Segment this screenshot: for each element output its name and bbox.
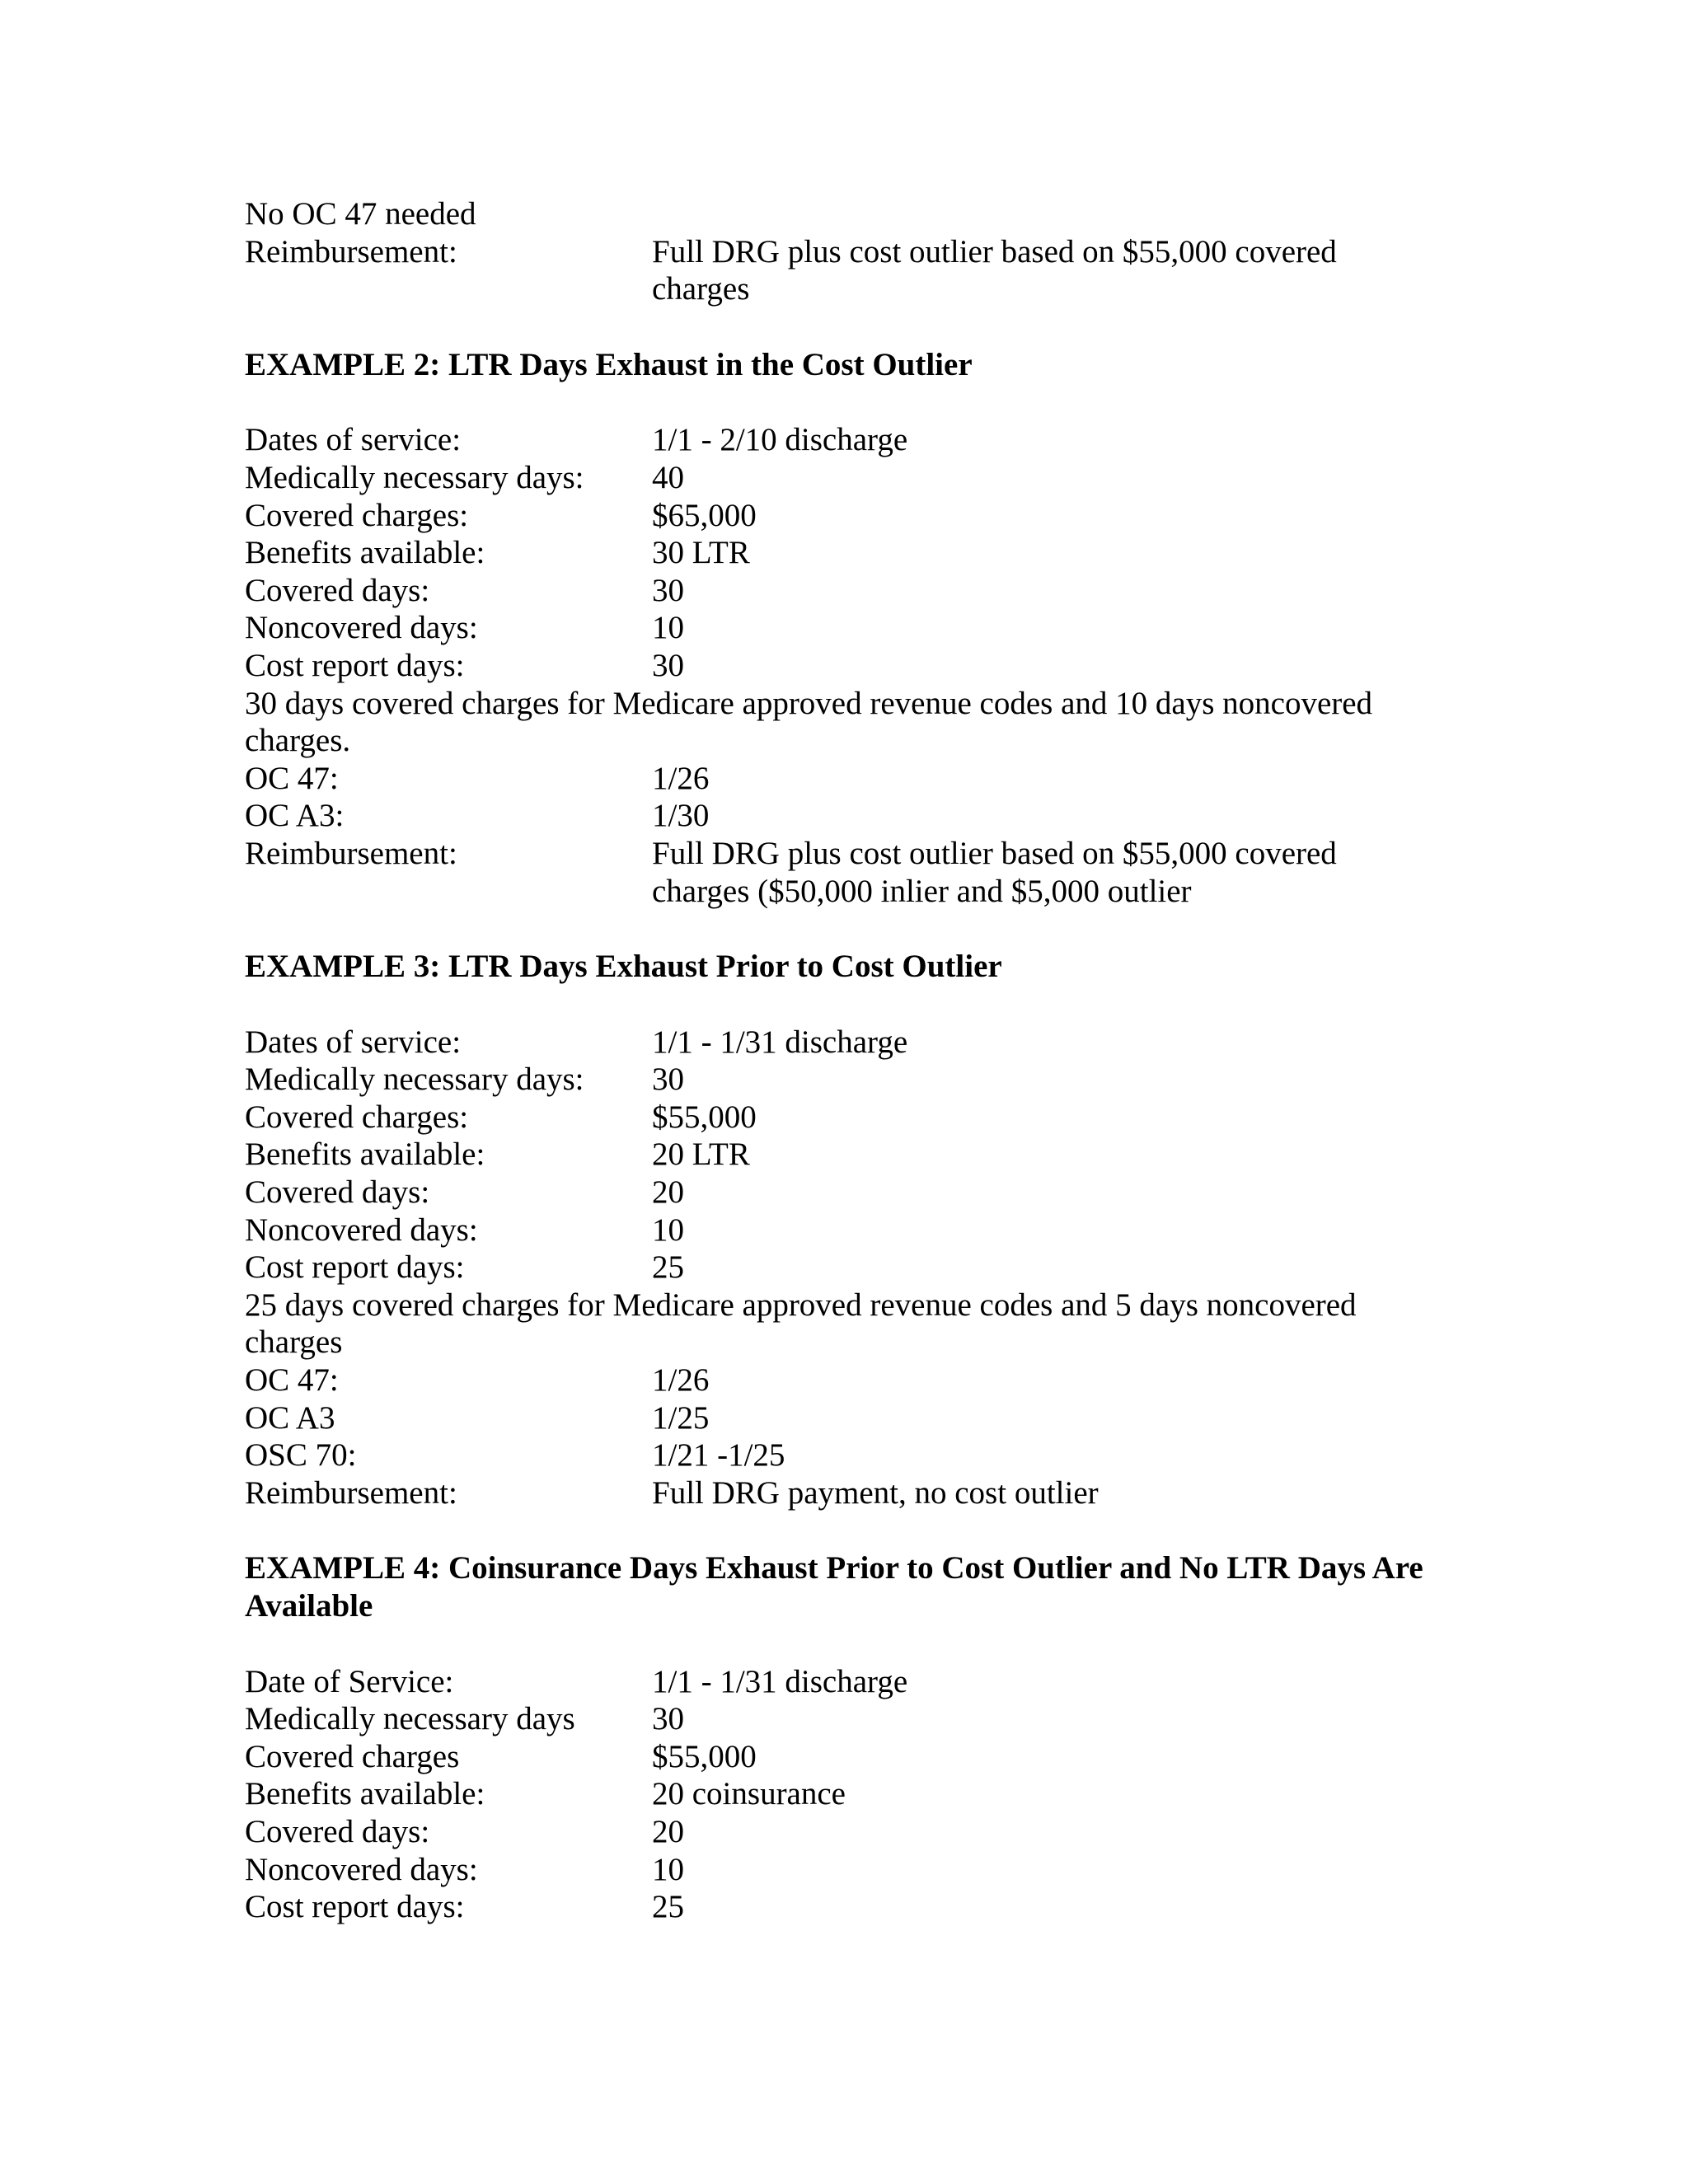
field-row xyxy=(245,1249,1440,1286)
row-label: OC 47: xyxy=(245,1362,339,1399)
row-value: 25 xyxy=(652,1249,684,1286)
row-value: 1/26 xyxy=(652,1362,710,1399)
row-value: 10 xyxy=(652,610,684,646)
field-row xyxy=(245,1061,1440,1099)
field-row xyxy=(245,797,1440,835)
row-value: 10 xyxy=(652,1212,684,1248)
row-label: Medically necessary days: xyxy=(245,459,584,495)
row-value: Full DRG plus cost outlier based on $55,000 covered charges xyxy=(652,233,1337,307)
row-value: 10 xyxy=(652,1851,684,1887)
row-value: 1/25 xyxy=(652,1399,710,1436)
row-value: 30 xyxy=(652,1701,684,1737)
row-value: 1/30 xyxy=(652,798,710,834)
row-label: OC A3: xyxy=(245,798,345,834)
row-label: Cost report days: xyxy=(245,647,465,683)
document-body xyxy=(245,195,1440,1926)
row-label: Covered charges xyxy=(245,1738,460,1774)
field-row xyxy=(245,1851,1440,1889)
row-value: 30 xyxy=(652,1062,684,1098)
row-label: Dates of service: xyxy=(245,422,462,458)
row-label: Reimbursement: xyxy=(245,835,457,871)
row-value: 20 coinsurance xyxy=(652,1776,846,1812)
row-value: 20 xyxy=(652,1174,684,1211)
row-value: 20 LTR xyxy=(652,1137,750,1173)
row-label: Covered days: xyxy=(245,572,430,608)
row-value: $55,000 xyxy=(652,1738,757,1774)
row-label: Cost report days: xyxy=(245,1889,465,1925)
row-label: Benefits available: xyxy=(245,1137,485,1173)
note-paragraph: 25 days covered charges for Medicare approved revenue codes and 5 days noncovered charges xyxy=(245,1286,1357,1361)
row-value: Full DRG payment, no cost outlier xyxy=(652,1474,1099,1511)
row-value: 1/1 - 1/31 discharge xyxy=(652,1663,908,1699)
row-label: Covered days: xyxy=(245,1813,430,1849)
row-value: Full DRG plus cost outlier based on $55,000 covered charges ($50,000 inlier and $5,000 outlier xyxy=(652,835,1337,909)
intro-section xyxy=(245,195,1440,308)
row-label: Reimbursement: xyxy=(245,233,457,269)
row-label: Covered charges: xyxy=(245,497,469,533)
section-heading: EXAMPLE 2: LTR Days Exhaust in the Cost Outlier xyxy=(245,346,973,382)
row-value: 25 xyxy=(652,1889,684,1925)
field-row xyxy=(245,1813,1440,1851)
row-label: Date of Service: xyxy=(245,1663,454,1699)
row-label: Medically necessary days xyxy=(245,1701,575,1737)
row-value: 30 xyxy=(652,572,684,608)
field-row xyxy=(245,1099,1440,1137)
field-row xyxy=(245,1474,1440,1512)
row-value: 1/1 - 1/31 discharge xyxy=(652,1024,908,1060)
field-row xyxy=(245,835,1440,910)
field-row xyxy=(245,1136,1440,1174)
row-label: Medically necessary days: xyxy=(245,1062,584,1098)
row-value: 20 xyxy=(652,1813,684,1849)
intro-reimbursement-row xyxy=(245,233,1440,308)
row-label: Noncovered days: xyxy=(245,1851,478,1887)
intro-line: No OC 47 needed xyxy=(245,196,476,232)
field-row xyxy=(245,497,1440,535)
example-4-section xyxy=(245,1549,1440,1925)
field-row xyxy=(245,1738,1440,1776)
field-row xyxy=(245,609,1440,647)
field-row xyxy=(245,1775,1440,1813)
field-row xyxy=(245,421,1440,459)
row-label: Covered days: xyxy=(245,1174,430,1211)
row-label: Reimbursement: xyxy=(245,1474,457,1511)
row-label: OC 47: xyxy=(245,760,339,796)
row-label: OC A3 xyxy=(245,1399,335,1436)
row-value: 1/1 - 2/10 discharge xyxy=(652,422,908,458)
row-label: Noncovered days: xyxy=(245,610,478,646)
field-row xyxy=(245,1436,1440,1474)
row-label: Dates of service: xyxy=(245,1024,462,1060)
row-value: 40 xyxy=(652,459,684,495)
section-heading: EXAMPLE 4: Coinsurance Days Exhaust Prior to Cost Outlier and No LTR Days Are Available xyxy=(245,1550,1423,1624)
field-row xyxy=(245,572,1440,610)
note-paragraph: 30 days covered charges for Medicare approved revenue codes and 10 days noncovered charges. xyxy=(245,685,1373,759)
example-2-section xyxy=(245,346,1440,910)
example-3-section xyxy=(245,948,1440,1511)
field-row xyxy=(245,534,1440,572)
field-row xyxy=(245,1399,1440,1437)
field-row xyxy=(245,1174,1440,1212)
row-value: $65,000 xyxy=(652,497,757,533)
row-label: OSC 70: xyxy=(245,1437,357,1474)
row-label: Covered charges: xyxy=(245,1099,469,1135)
field-row xyxy=(245,1361,1440,1399)
row-value: $55,000 xyxy=(652,1099,757,1135)
row-label: Cost report days: xyxy=(245,1249,465,1286)
section-heading: EXAMPLE 3: LTR Days Exhaust Prior to Cost Outlier xyxy=(245,949,1002,985)
field-row xyxy=(245,760,1440,798)
field-row xyxy=(245,1663,1440,1701)
field-row xyxy=(245,1888,1440,1926)
row-label: Benefits available: xyxy=(245,1776,485,1812)
row-value: 1/26 xyxy=(652,760,710,796)
row-value: 30 xyxy=(652,647,684,683)
field-row xyxy=(245,1024,1440,1062)
field-row xyxy=(245,647,1440,685)
field-row xyxy=(245,1700,1440,1738)
row-value: 30 LTR xyxy=(652,535,750,571)
field-row xyxy=(245,1212,1440,1249)
row-value: 1/21 -1/25 xyxy=(652,1437,785,1474)
field-row xyxy=(245,459,1440,497)
row-label: Benefits available: xyxy=(245,535,485,571)
row-label: Noncovered days: xyxy=(245,1212,478,1248)
